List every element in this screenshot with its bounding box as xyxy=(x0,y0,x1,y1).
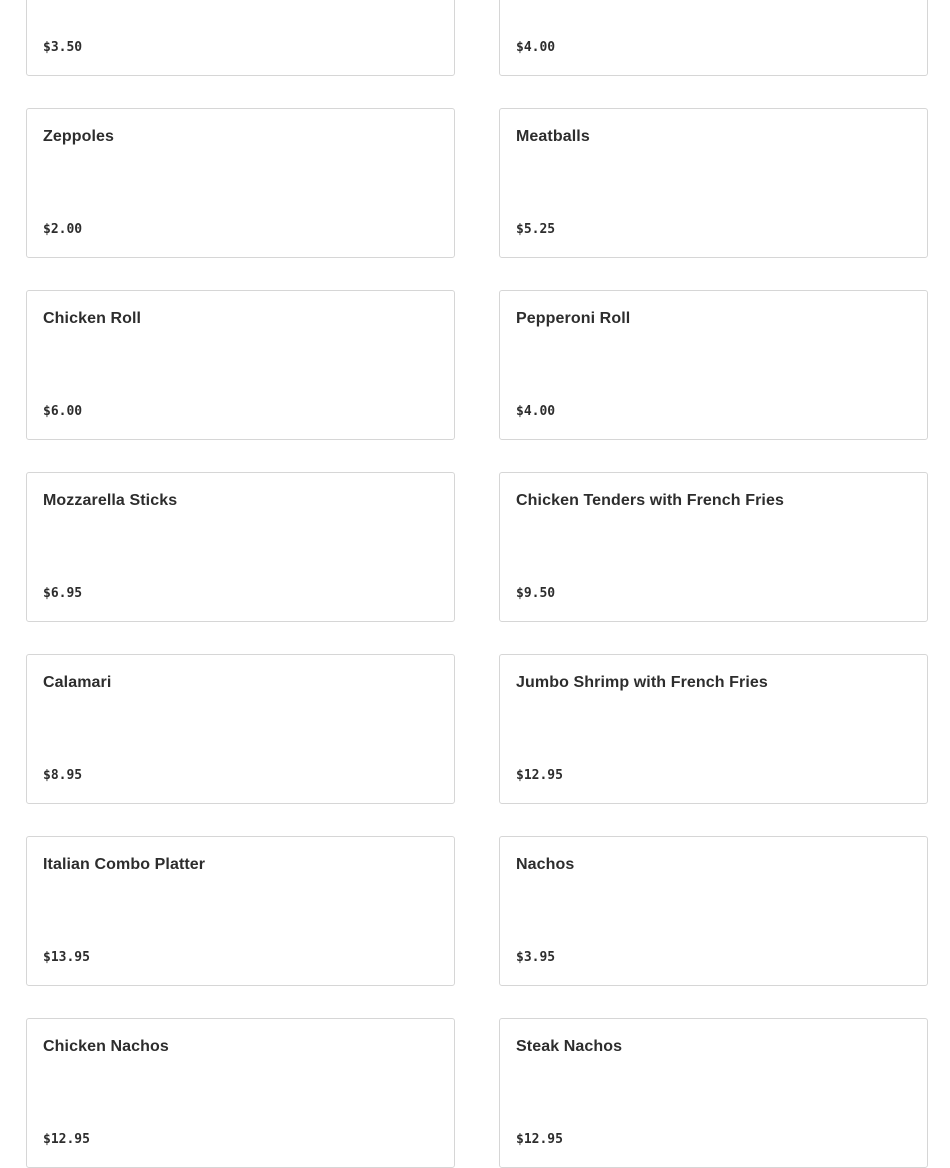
menu-item-name: Chicken Tenders with French Fries xyxy=(516,492,784,509)
menu-item-card[interactable] xyxy=(26,0,455,76)
menu-item-name: Chicken Nachos xyxy=(43,1038,169,1055)
menu-item-price: $3.50 xyxy=(43,40,83,55)
menu-item-card[interactable] xyxy=(26,836,455,986)
menu-item-price: $8.95 xyxy=(43,768,83,783)
menu-item-name: Zeppoles xyxy=(43,128,115,145)
menu-item-name: Pepperoni Roll xyxy=(516,310,631,327)
menu-item-price: $12.95 xyxy=(43,1132,90,1147)
menu-item-name: Jumbo Shrimp with French Fries xyxy=(516,674,768,691)
menu-items-grid xyxy=(26,0,928,1168)
menu-item-price: $12.95 xyxy=(516,768,563,783)
menu-item-card[interactable] xyxy=(499,0,928,76)
menu-item-price: $2.00 xyxy=(43,222,83,237)
menu-item-card[interactable] xyxy=(499,108,928,258)
menu-item-price: $6.95 xyxy=(43,586,83,601)
menu-item-price: $13.95 xyxy=(43,950,90,965)
menu-item-name: Meatballs xyxy=(516,128,590,145)
menu-item-card[interactable] xyxy=(499,290,928,440)
menu-item-name: Calamari xyxy=(43,674,112,691)
menu-item-card[interactable] xyxy=(499,836,928,986)
menu-item-name: Mozzarella Sticks xyxy=(43,492,178,509)
menu-item-card[interactable] xyxy=(26,290,455,440)
menu-item-price: $3.95 xyxy=(516,950,556,965)
menu-item-card[interactable] xyxy=(499,472,928,622)
menu-item-card[interactable] xyxy=(26,654,455,804)
menu-item-price: $9.50 xyxy=(516,586,556,601)
menu-item-price: $5.25 xyxy=(516,222,556,237)
menu-item-card[interactable] xyxy=(26,1018,455,1168)
menu-item-name: Italian Combo Platter xyxy=(43,856,206,873)
menu-item-card[interactable] xyxy=(499,654,928,804)
menu-item-name: Steak Nachos xyxy=(516,1038,623,1055)
menu-item-card[interactable] xyxy=(26,108,455,258)
menu-item-price: $4.00 xyxy=(516,40,556,55)
menu-item-price: $12.95 xyxy=(516,1132,563,1147)
menu-item-card[interactable] xyxy=(499,1018,928,1168)
menu-item-name: Chicken Roll xyxy=(43,310,142,327)
menu-item-card[interactable] xyxy=(26,472,455,622)
menu-item-name: Nachos xyxy=(516,856,575,873)
menu-item-price: $4.00 xyxy=(516,404,556,419)
menu-item-price: $6.00 xyxy=(43,404,83,419)
